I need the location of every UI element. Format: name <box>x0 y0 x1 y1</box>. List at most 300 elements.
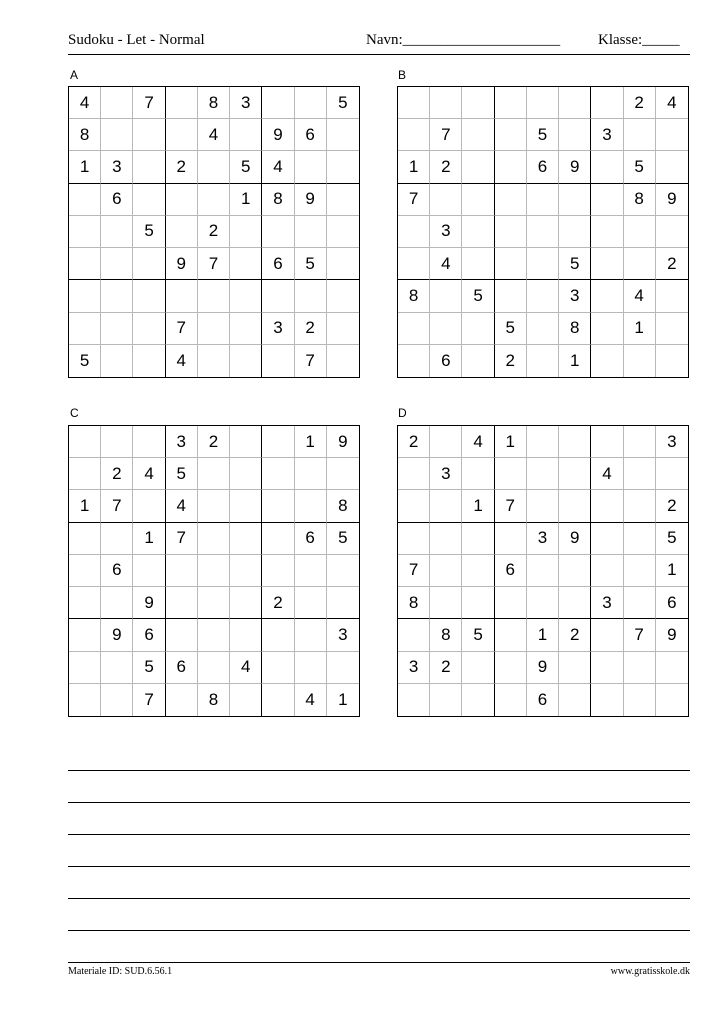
given-digit-cell: 5 <box>230 151 262 183</box>
empty-cell[interactable] <box>230 216 262 248</box>
empty-cell[interactable] <box>327 555 359 587</box>
empty-cell[interactable] <box>230 684 262 716</box>
given-digit-cell: 8 <box>430 619 462 651</box>
empty-cell[interactable] <box>656 345 688 377</box>
empty-cell[interactable] <box>198 313 230 345</box>
empty-cell[interactable] <box>591 345 623 377</box>
empty-cell[interactable] <box>527 490 559 522</box>
empty-cell[interactable] <box>101 345 133 377</box>
empty-cell[interactable] <box>262 523 294 555</box>
empty-cell[interactable] <box>166 619 198 651</box>
puzzle-label-d: D <box>398 406 407 420</box>
empty-cell[interactable] <box>166 184 198 216</box>
empty-cell[interactable] <box>624 458 656 490</box>
empty-cell[interactable] <box>262 345 294 377</box>
given-digit-cell: 6 <box>495 555 527 587</box>
empty-cell[interactable] <box>430 313 462 345</box>
empty-cell[interactable] <box>262 555 294 587</box>
empty-cell[interactable] <box>527 87 559 119</box>
empty-cell[interactable] <box>133 119 165 151</box>
given-digit-cell: 1 <box>495 426 527 458</box>
given-digit-cell: 3 <box>527 523 559 555</box>
empty-cell[interactable] <box>495 587 527 619</box>
empty-cell[interactable] <box>462 151 494 183</box>
given-digit-cell: 1 <box>295 426 327 458</box>
empty-cell[interactable] <box>527 458 559 490</box>
empty-cell[interactable] <box>430 490 462 522</box>
empty-cell[interactable] <box>398 523 430 555</box>
empty-cell[interactable] <box>591 216 623 248</box>
given-digit-cell: 7 <box>133 684 165 716</box>
worksheet-footer <box>68 966 690 982</box>
empty-cell[interactable] <box>591 313 623 345</box>
empty-cell[interactable] <box>69 587 101 619</box>
empty-cell[interactable] <box>295 280 327 312</box>
empty-cell[interactable] <box>230 280 262 312</box>
given-digit-cell: 4 <box>166 490 198 522</box>
empty-cell[interactable] <box>327 248 359 280</box>
empty-cell[interactable] <box>262 458 294 490</box>
empty-cell[interactable] <box>133 184 165 216</box>
empty-cell[interactable] <box>495 248 527 280</box>
given-digit-cell: 3 <box>101 151 133 183</box>
given-digit-cell: 5 <box>624 151 656 183</box>
empty-cell[interactable] <box>462 652 494 684</box>
empty-cell[interactable] <box>101 216 133 248</box>
empty-cell[interactable] <box>133 345 165 377</box>
empty-cell[interactable] <box>101 523 133 555</box>
given-digit-cell: 6 <box>527 151 559 183</box>
empty-cell[interactable] <box>133 426 165 458</box>
empty-cell[interactable] <box>398 216 430 248</box>
empty-cell[interactable] <box>262 619 294 651</box>
empty-cell[interactable] <box>230 313 262 345</box>
given-digit-cell: 3 <box>430 458 462 490</box>
given-digit-cell: 6 <box>262 248 294 280</box>
empty-cell[interactable] <box>230 248 262 280</box>
given-digit-cell: 5 <box>462 619 494 651</box>
empty-cell[interactable] <box>527 426 559 458</box>
empty-cell[interactable] <box>166 216 198 248</box>
empty-cell[interactable] <box>166 280 198 312</box>
given-digit-cell: 2 <box>198 426 230 458</box>
empty-cell[interactable] <box>295 458 327 490</box>
empty-cell[interactable] <box>327 280 359 312</box>
empty-cell[interactable] <box>198 619 230 651</box>
empty-cell[interactable] <box>327 652 359 684</box>
writing-line <box>68 834 690 835</box>
writing-line <box>68 770 690 771</box>
empty-cell[interactable] <box>398 119 430 151</box>
empty-cell[interactable] <box>559 216 591 248</box>
given-digit-cell: 3 <box>656 426 688 458</box>
empty-cell[interactable] <box>398 684 430 716</box>
given-digit-cell: 5 <box>166 458 198 490</box>
empty-cell[interactable] <box>591 652 623 684</box>
empty-cell[interactable] <box>262 684 294 716</box>
empty-cell[interactable] <box>462 684 494 716</box>
empty-cell[interactable] <box>495 216 527 248</box>
empty-cell[interactable] <box>430 555 462 587</box>
empty-cell[interactable] <box>398 490 430 522</box>
empty-cell[interactable] <box>527 248 559 280</box>
empty-cell[interactable] <box>656 280 688 312</box>
empty-cell[interactable] <box>327 151 359 183</box>
given-digit-cell: 5 <box>133 652 165 684</box>
empty-cell[interactable] <box>327 345 359 377</box>
empty-cell[interactable] <box>166 684 198 716</box>
empty-cell[interactable] <box>327 458 359 490</box>
empty-cell[interactable] <box>327 216 359 248</box>
given-digit-cell: 4 <box>295 684 327 716</box>
given-digit-cell: 6 <box>527 684 559 716</box>
empty-cell[interactable] <box>262 280 294 312</box>
given-digit-cell: 1 <box>69 490 101 522</box>
given-digit-cell: 5 <box>69 345 101 377</box>
empty-cell[interactable] <box>398 313 430 345</box>
empty-cell[interactable] <box>624 426 656 458</box>
empty-cell[interactable] <box>559 184 591 216</box>
empty-cell[interactable] <box>559 87 591 119</box>
empty-cell[interactable] <box>430 587 462 619</box>
empty-cell[interactable] <box>462 313 494 345</box>
empty-cell[interactable] <box>133 490 165 522</box>
material-id: Materiale ID: SUD.6.56.1 <box>68 966 173 977</box>
empty-cell[interactable] <box>398 87 430 119</box>
given-digit-cell: 3 <box>398 652 430 684</box>
given-digit-cell: 2 <box>398 426 430 458</box>
empty-cell[interactable] <box>430 184 462 216</box>
empty-cell[interactable] <box>133 248 165 280</box>
empty-cell[interactable] <box>559 684 591 716</box>
empty-cell[interactable] <box>69 555 101 587</box>
empty-cell[interactable] <box>527 587 559 619</box>
given-digit-cell: 9 <box>295 184 327 216</box>
given-digit-cell: 4 <box>230 652 262 684</box>
empty-cell[interactable] <box>69 523 101 555</box>
given-digit-cell: 8 <box>262 184 294 216</box>
empty-cell[interactable] <box>430 523 462 555</box>
empty-cell[interactable] <box>133 555 165 587</box>
empty-cell[interactable] <box>462 555 494 587</box>
given-digit-cell: 6 <box>656 587 688 619</box>
given-digit-cell: 5 <box>327 87 359 119</box>
empty-cell[interactable] <box>230 523 262 555</box>
empty-cell[interactable] <box>559 490 591 522</box>
empty-cell[interactable] <box>624 684 656 716</box>
empty-cell[interactable] <box>101 313 133 345</box>
empty-cell[interactable] <box>262 652 294 684</box>
empty-cell[interactable] <box>495 652 527 684</box>
empty-cell[interactable] <box>559 119 591 151</box>
given-digit-cell: 7 <box>101 490 133 522</box>
empty-cell[interactable] <box>198 345 230 377</box>
empty-cell[interactable] <box>69 313 101 345</box>
empty-cell[interactable] <box>591 87 623 119</box>
empty-cell[interactable] <box>198 652 230 684</box>
given-digit-cell: 1 <box>338 689 348 709</box>
empty-cell[interactable] <box>591 490 623 522</box>
empty-cell[interactable] <box>527 313 559 345</box>
given-digit-cell: 2 <box>559 619 591 651</box>
sudoku-grid-a <box>68 86 360 378</box>
given-digit-cell: 1 <box>133 523 165 555</box>
empty-cell[interactable] <box>295 555 327 587</box>
empty-cell[interactable] <box>591 523 623 555</box>
empty-cell[interactable] <box>591 280 623 312</box>
empty-cell[interactable] <box>462 587 494 619</box>
given-digit-cell: 4 <box>166 345 198 377</box>
empty-cell[interactable] <box>591 248 623 280</box>
empty-cell[interactable] <box>166 587 198 619</box>
empty-cell[interactable] <box>430 426 462 458</box>
empty-cell[interactable] <box>624 119 656 151</box>
given-digit-cell: 6 <box>101 555 133 587</box>
given-digit-cell: 7 <box>398 184 430 216</box>
empty-cell[interactable] <box>166 87 198 119</box>
empty-cell[interactable] <box>262 490 294 522</box>
empty-cell[interactable] <box>527 555 559 587</box>
empty-cell[interactable] <box>559 555 591 587</box>
empty-cell[interactable] <box>198 151 230 183</box>
given-digit-cell: 9 <box>101 619 133 651</box>
given-digit-cell: 2 <box>430 151 462 183</box>
empty-cell[interactable] <box>69 184 101 216</box>
given-digit-cell: 1 <box>527 619 559 651</box>
empty-cell[interactable] <box>591 684 623 716</box>
empty-cell[interactable] <box>262 216 294 248</box>
empty-cell[interactable] <box>591 619 623 651</box>
given-digit-cell: 9 <box>559 151 591 183</box>
empty-cell[interactable] <box>559 458 591 490</box>
empty-cell[interactable] <box>656 458 688 490</box>
empty-cell[interactable] <box>69 458 101 490</box>
empty-cell[interactable] <box>462 87 494 119</box>
given-digit-cell: 5 <box>495 313 527 345</box>
empty-cell[interactable] <box>495 184 527 216</box>
empty-cell[interactable] <box>495 151 527 183</box>
empty-cell[interactable] <box>430 280 462 312</box>
empty-cell[interactable] <box>101 87 133 119</box>
empty-cell[interactable] <box>198 587 230 619</box>
empty-cell[interactable] <box>101 587 133 619</box>
given-digit-cell: 7 <box>133 87 165 119</box>
empty-cell[interactable] <box>101 119 133 151</box>
empty-cell[interactable] <box>101 684 133 716</box>
empty-cell[interactable] <box>559 426 591 458</box>
given-digit-cell: 8 <box>69 119 101 151</box>
given-digit-cell: 9 <box>559 523 591 555</box>
empty-cell[interactable] <box>656 151 688 183</box>
empty-cell[interactable] <box>559 652 591 684</box>
empty-cell[interactable] <box>495 523 527 555</box>
given-digit-cell: 6 <box>166 652 198 684</box>
class-field: Klasse:_____ <box>598 32 680 48</box>
empty-cell[interactable] <box>198 458 230 490</box>
empty-cell[interactable] <box>295 87 327 119</box>
empty-cell[interactable] <box>327 587 359 619</box>
empty-cell[interactable] <box>430 684 462 716</box>
empty-cell[interactable] <box>230 345 262 377</box>
empty-cell[interactable] <box>527 216 559 248</box>
given-digit-cell: 1 <box>462 490 494 522</box>
empty-cell[interactable] <box>527 280 559 312</box>
empty-cell[interactable] <box>495 119 527 151</box>
empty-cell[interactable] <box>527 345 559 377</box>
empty-cell[interactable] <box>133 151 165 183</box>
empty-cell[interactable] <box>327 313 359 345</box>
empty-cell[interactable] <box>495 619 527 651</box>
empty-cell[interactable] <box>327 184 359 216</box>
empty-cell[interactable] <box>495 280 527 312</box>
empty-cell[interactable] <box>624 555 656 587</box>
website-link[interactable]: www.gratisskole.dk <box>610 966 690 977</box>
given-digit-cell: 7 <box>166 313 198 345</box>
given-digit-cell: 9 <box>262 119 294 151</box>
empty-cell[interactable] <box>591 184 623 216</box>
worksheet-title: Sudoku - Let - Normal <box>68 32 205 48</box>
puzzle-label-a: A <box>70 68 79 82</box>
given-digit-cell: 1 <box>656 555 688 587</box>
empty-cell[interactable] <box>198 184 230 216</box>
empty-cell[interactable] <box>495 458 527 490</box>
empty-cell[interactable] <box>69 684 101 716</box>
empty-cell[interactable] <box>624 248 656 280</box>
empty-cell[interactable] <box>398 345 430 377</box>
empty-cell[interactable] <box>430 87 462 119</box>
given-digit-cell: 5 <box>559 248 591 280</box>
given-digit-cell: 8 <box>198 684 230 716</box>
empty-cell[interactable] <box>198 523 230 555</box>
given-digit-cell: 4 <box>430 248 462 280</box>
empty-cell[interactable] <box>624 345 656 377</box>
given-digit-cell: 5 <box>462 280 494 312</box>
given-digit-cell: 6 <box>101 184 133 216</box>
empty-cell[interactable] <box>295 216 327 248</box>
empty-cell[interactable] <box>624 523 656 555</box>
given-digit-cell: 3 <box>327 619 359 651</box>
empty-cell[interactable] <box>295 490 327 522</box>
empty-cell[interactable] <box>166 119 198 151</box>
empty-cell[interactable] <box>295 652 327 684</box>
empty-cell[interactable] <box>198 280 230 312</box>
given-digit-cell: 2 <box>656 490 688 522</box>
given-digit-cell: 2 <box>262 587 294 619</box>
given-digit-cell: 2 <box>101 458 133 490</box>
empty-cell[interactable] <box>69 280 101 312</box>
empty-cell[interactable] <box>462 216 494 248</box>
empty-cell[interactable] <box>624 652 656 684</box>
empty-cell[interactable] <box>101 426 133 458</box>
empty-cell[interactable] <box>398 248 430 280</box>
empty-cell[interactable] <box>230 619 262 651</box>
empty-cell[interactable] <box>624 587 656 619</box>
given-digit-cell: 8 <box>198 87 230 119</box>
writing-line <box>68 802 690 803</box>
empty-cell[interactable] <box>295 619 327 651</box>
given-digit-cell: 1 <box>559 345 591 377</box>
empty-cell[interactable] <box>230 458 262 490</box>
empty-cell[interactable] <box>230 119 262 151</box>
given-digit-cell: 9 <box>327 426 359 458</box>
given-digit-cell: 6 <box>295 523 327 555</box>
empty-cell[interactable] <box>462 345 494 377</box>
given-digit-cell: 9 <box>133 587 165 619</box>
empty-cell[interactable] <box>559 587 591 619</box>
empty-cell[interactable] <box>591 426 623 458</box>
empty-cell[interactable] <box>527 184 559 216</box>
empty-cell[interactable] <box>656 216 688 248</box>
given-digit-cell: 4 <box>69 87 101 119</box>
empty-cell[interactable] <box>230 555 262 587</box>
empty-cell[interactable] <box>262 87 294 119</box>
given-digit-cell: 2 <box>166 151 198 183</box>
given-digit-cell: 2 <box>295 313 327 345</box>
empty-cell[interactable] <box>198 490 230 522</box>
empty-cell[interactable] <box>69 619 101 651</box>
empty-cell[interactable] <box>230 587 262 619</box>
given-digit-cell: 3 <box>559 280 591 312</box>
empty-cell[interactable] <box>398 458 430 490</box>
empty-cell[interactable] <box>495 87 527 119</box>
empty-cell[interactable] <box>462 248 494 280</box>
empty-cell[interactable] <box>591 555 623 587</box>
empty-cell[interactable] <box>462 119 494 151</box>
empty-cell[interactable] <box>398 619 430 651</box>
empty-cell[interactable] <box>69 216 101 248</box>
empty-cell[interactable] <box>69 652 101 684</box>
empty-cell[interactable] <box>656 652 688 684</box>
header-rule <box>68 54 690 55</box>
empty-cell[interactable] <box>462 523 494 555</box>
empty-cell[interactable] <box>327 119 359 151</box>
empty-cell[interactable] <box>295 587 327 619</box>
empty-cell[interactable] <box>230 426 262 458</box>
given-digit-cell: 1 <box>398 151 430 183</box>
empty-cell[interactable] <box>133 313 165 345</box>
empty-cell[interactable] <box>656 684 688 716</box>
empty-cell[interactable] <box>101 652 133 684</box>
empty-cell[interactable] <box>133 280 165 312</box>
empty-cell[interactable] <box>69 426 101 458</box>
empty-cell[interactable] <box>656 119 688 151</box>
given-digit-cell: 2 <box>430 652 462 684</box>
empty-cell[interactable] <box>591 151 623 183</box>
puzzle-label-c: C <box>70 406 79 420</box>
empty-cell[interactable] <box>101 280 133 312</box>
empty-cell[interactable] <box>462 184 494 216</box>
given-digit-cell: 6 <box>133 619 165 651</box>
name-field: Navn:_____________________ <box>366 32 561 48</box>
empty-cell[interactable] <box>624 490 656 522</box>
empty-cell[interactable] <box>295 151 327 183</box>
given-digit-cell: 8 <box>559 313 591 345</box>
empty-cell[interactable] <box>166 555 198 587</box>
empty-cell[interactable] <box>495 684 527 716</box>
given-digit-cell: 2 <box>624 87 656 119</box>
empty-cell[interactable] <box>69 248 101 280</box>
empty-cell[interactable] <box>624 216 656 248</box>
given-digit-cell: 9 <box>166 248 198 280</box>
empty-cell[interactable] <box>462 458 494 490</box>
writing-line <box>68 930 690 931</box>
empty-cell[interactable] <box>262 426 294 458</box>
empty-cell[interactable] <box>101 248 133 280</box>
empty-cell[interactable] <box>198 555 230 587</box>
empty-cell[interactable] <box>656 313 688 345</box>
given-digit-cell: 3 <box>262 313 294 345</box>
empty-cell[interactable] <box>230 490 262 522</box>
